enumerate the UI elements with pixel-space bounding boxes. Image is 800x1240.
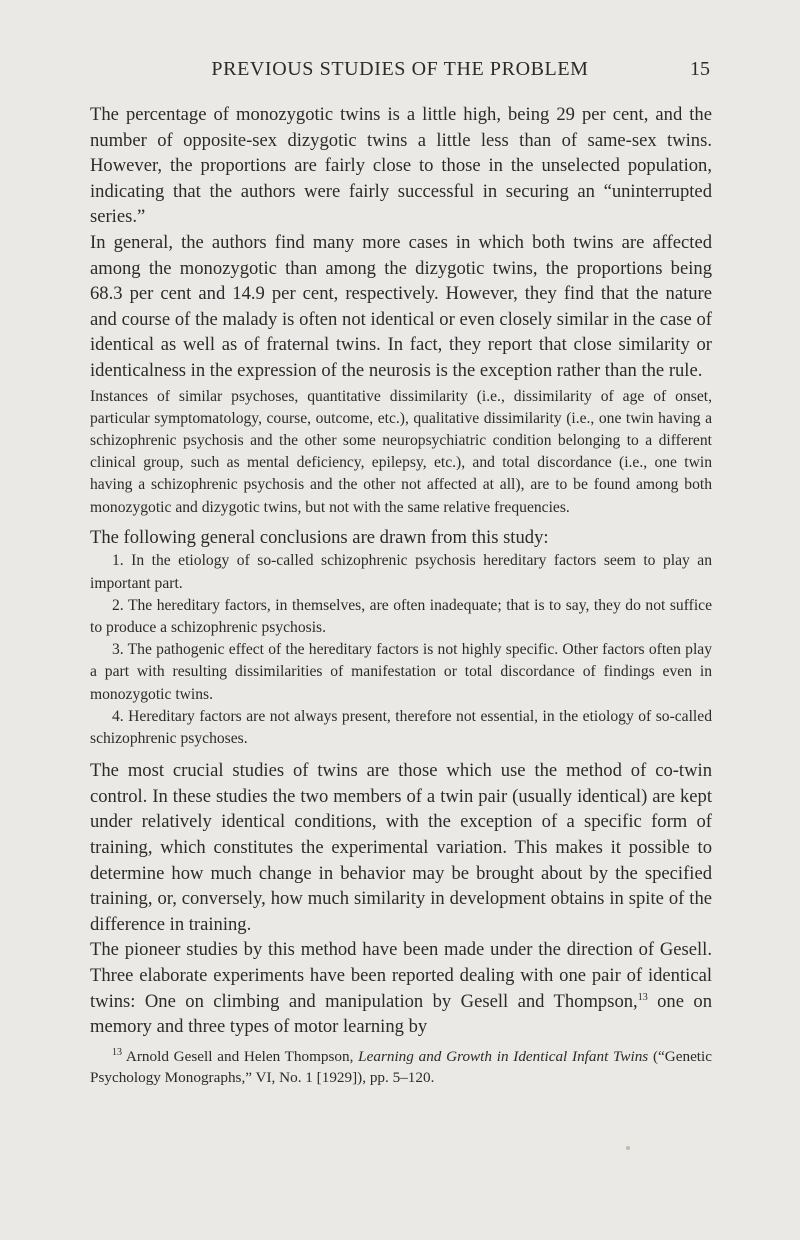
block-quote: Instances of similar psychoses, quantitative dissimilarity (i.e., dissimilarity of age of onset, particular symptomatology, course, outcome, etc.), qualitative dissimilarity (i.e., one twin having a schizophrenic psychosis and the other some neuropsychiatric condition belonging to a different clinical group, such as mental deficiency, epilepsy, etc.), and total discordance (i.e., one twin having a schizophrenic psychosis and the other not affected at all), are to be found among both monozygotic and dizygotic twins, but not with the same relative frequencies. <box>90 387 712 516</box>
paragraph-5-text: The pioneer studies by this method have been made under the direction of Gesell. Three elaborate experiments have been reported dealing with one pair of identical twins: One on climbing and manipulation by Gesell and Thompson, <box>90 939 712 1012</box>
body-text <box>90 102 712 1088</box>
conclusion-item-1: 1. In the etiology of so-called schizophrenic psychosis hereditary factors seem to play an important part. <box>90 552 712 592</box>
footnote <box>90 1046 712 1088</box>
footnote-ref: 13 <box>637 991 648 1003</box>
running-title: PREVIOUS STUDIES OF THE PROBLEM <box>211 58 589 80</box>
page-number: 15 <box>690 58 710 80</box>
paragraph-3: The following general conclusions are drawn from this study: <box>90 526 549 548</box>
conclusion-item-4: 4. Hereditary factors are not always present, therefore not essential, in the etiology of so-called schizophrenic psychoses. <box>90 707 712 747</box>
paragraph-5-text-continued: one on memory and three types of motor learning by <box>90 990 712 1038</box>
paragraph-5 <box>90 937 712 1039</box>
footnote-rest: (“Genetic Psychology Monographs,” VI, No. 1 [1929]), pp. 5–120. <box>90 1047 712 1086</box>
footnote-number: 13 <box>112 1046 122 1058</box>
footnote-authors: Arnold Gesell and Helen Thompson, <box>122 1047 359 1065</box>
running-head <box>90 58 710 86</box>
paper-spot <box>626 1146 630 1150</box>
conclusion-item-2: 2. The hereditary factors, in themselves, are often inadequate; that is to say, they do not suffice to produce a schizophrenic psychosis. <box>90 596 712 636</box>
paragraph-4: The most crucial studies of twins are those which use the method of co-twin control. In these studies the two members of a twin pair (usually identical) are kept under relatively identical conditions, with the exception of a specific form of training, which constitutes the experimental variation. This makes it possible to determine how much change in behavior may be brought about by the specified training, or, conversely, how much similarity in development obtains in spite of the difference in training. <box>90 760 712 935</box>
paragraph-2: In general, the authors find many more cases in which both twins are affected among the monozygotic than among the dizygotic twins, the proportions being 68.3 per cent and 14.9 per cent, respectively. However, they find that the nature and course of the malady is often not identical or even closely similar in the case of identical as well as of fraternal twins. In fact, they report that close similarity or identicalness in the expression of the neurosis is the exception rather than the rule. <box>90 231 712 381</box>
footnote-title: Learning and Growth in Identical Infant Twins <box>358 1047 649 1065</box>
paragraph-1: The percentage of monozygotic twins is a little high, being 29 per cent, and the number of opposite-sex dizygotic twins a little less than of same-sex twins. However, the proportions are fairly close to those in the unselected population, indicating that the authors were fairly successful in securing an “uninterrupted series.” <box>90 104 712 228</box>
conclusion-item-3: 3. The pathogenic effect of the hereditary factors is not highly specific. Other factors often play a part with resulting dissimilarities of manifestation or total discordance of findings even in monozygotic twins. <box>90 641 712 703</box>
